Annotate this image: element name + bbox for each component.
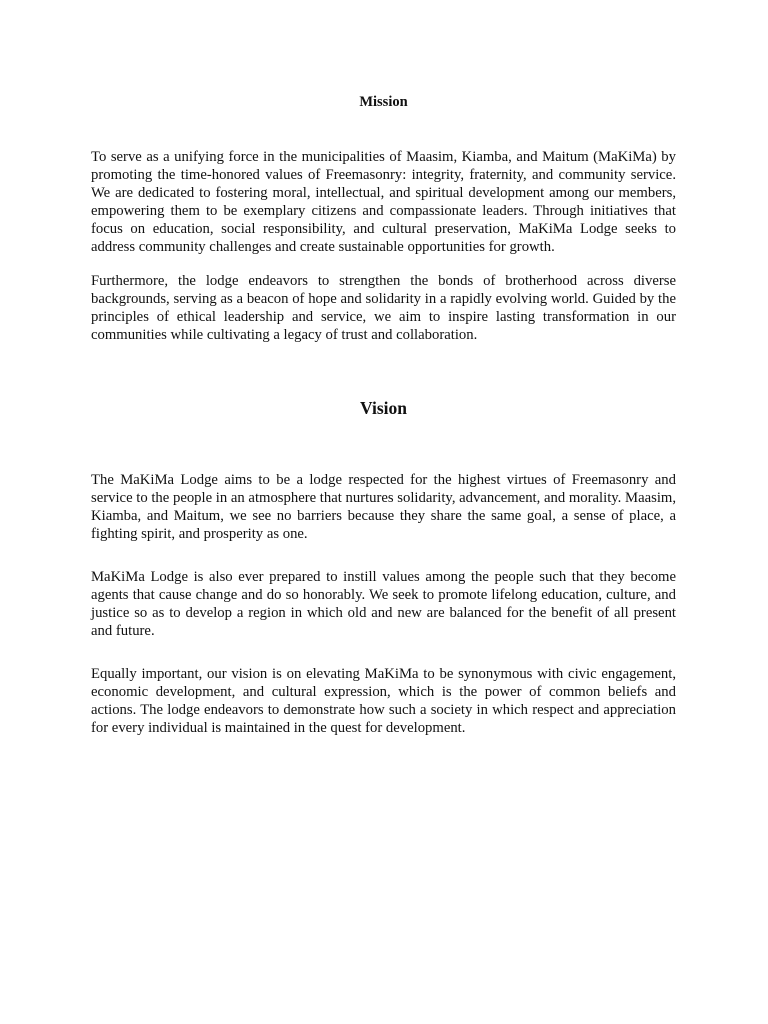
vision-paragraph-1: The MaKiMa Lodge aims to be a lodge respected for the highest virtues of Freemasonry and service to the people in an atmosphere that nurtures solidarity, advancement, and morality. Maasim, Kiamba, and Maitum, we see no barriers because they share the same goal, a sense of place, a fighting spirit, and prosperity as one. (91, 472, 677, 542)
mission-paragraph-1: To serve as a unifying force in the municipalities of Maasim, Kiamba, and Maitum (MaKiMa) by promoting the time-honored values of Freemasonry: integrity, fraternity, and community service. We are dedicated to fostering moral, intellectual, and spiritual development among our members, empowering them to be exemplary citizens and compassionate leaders. Through initiatives that focus on education, social responsibility, and cultural preservation, MaKiMa Lodge seeks to address community challenges and create sustainable opportunities for growth. (91, 149, 676, 255)
vision-heading: Vision (359, 398, 407, 418)
vision-paragraph-3: Equally important, our vision is on elevating MaKiMa to be synonymous with civic engagement, economic development, and cultural expression, which is the power of common beliefs and actions. The lodge endeavors to demonstrate how such a society in which respect and appreciation for every individual is maintained in the quest for development. (91, 666, 676, 736)
mission-heading: Mission (359, 94, 408, 110)
mission-paragraph-2: Furthermore, the lodge endeavors to strengthen the bonds of brotherhood across diverse backgrounds, serving as a beacon of hope and solidarity in a rapidly evolving world. Guided by the principles of ethical leadership and service, we aim to inspire lasting transformation in our communities while cultivating a legacy of trust and collaboration. (91, 273, 676, 343)
vision-paragraph-2: MaKiMa Lodge is also ever prepared to instill values among the people such that they become agents that cause change and do so honorably. We seek to promote lifelong education, culture, and justice so as to develop a region in which old and new are balanced for the benefit of all present and future. (91, 569, 676, 639)
